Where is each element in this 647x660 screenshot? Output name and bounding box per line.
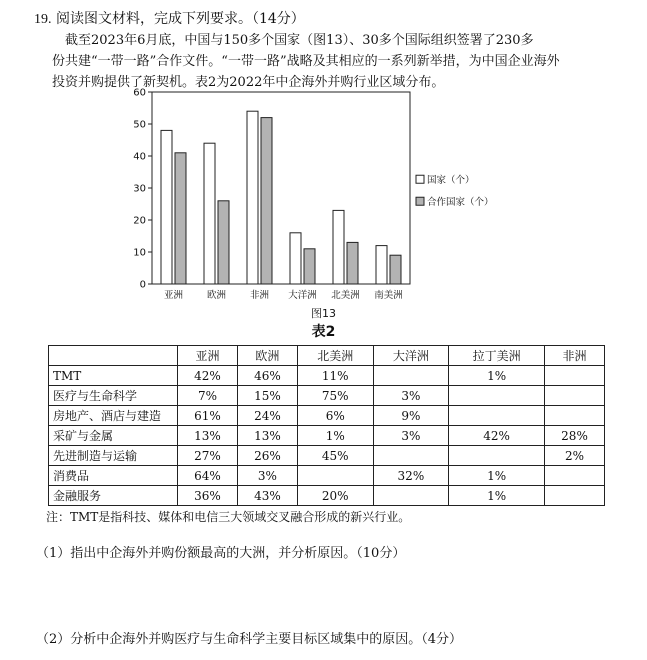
header-cell: 北美洲 xyxy=(297,346,373,366)
table-cell xyxy=(449,446,545,466)
table-row xyxy=(49,386,605,406)
table-cell xyxy=(373,486,449,506)
table-cell xyxy=(373,366,449,386)
table-cell: 45% xyxy=(297,446,373,466)
x-tick-label: 大洋洲 xyxy=(288,290,317,301)
table-cell xyxy=(545,366,605,386)
question-number: 19. xyxy=(34,12,52,27)
row-label: 消费品 xyxy=(49,466,178,486)
table-cell xyxy=(545,486,605,506)
bar-countries xyxy=(204,143,215,284)
table-cell: 26% xyxy=(237,446,297,466)
bar-partner-countries xyxy=(218,201,229,284)
subquestion-2: （2）分析中企海外并购医疗与生命科学主要目标区域集中的原因。（4分） xyxy=(36,632,463,647)
bar-partner-countries xyxy=(261,118,272,284)
bar-partner-countries xyxy=(175,153,186,284)
table-cell: 6% xyxy=(297,406,373,426)
table-row xyxy=(49,366,605,386)
y-tick-label: 60 xyxy=(133,87,146,99)
table-cell: 42% xyxy=(449,426,545,446)
row-label: 金融服务 xyxy=(49,486,178,506)
table-row xyxy=(49,466,605,486)
table-row xyxy=(49,406,605,426)
subquestion-1: （1）指出中企海外并购份额最高的大洲，并分析原因。（10分） xyxy=(36,546,406,561)
table-cell: 3% xyxy=(373,386,449,406)
bar-countries xyxy=(247,111,258,284)
y-tick-label: 10 xyxy=(133,247,146,259)
bar-partner-countries xyxy=(390,255,401,284)
y-tick-label: 30 xyxy=(133,183,146,195)
intro-line-3: 投资并购提供了新契机。表2为2022年中企海外并购行业区域分布。 xyxy=(52,75,445,90)
table-row xyxy=(49,486,605,506)
table-cell: 46% xyxy=(237,366,297,386)
row-label: TMT xyxy=(49,366,178,386)
table-cell: 20% xyxy=(297,486,373,506)
table-cell: 7% xyxy=(178,386,238,406)
figure-caption: 图13 xyxy=(311,307,336,320)
bar-partner-countries xyxy=(347,242,358,284)
y-tick-label: 40 xyxy=(133,151,146,163)
table-cell: 1% xyxy=(449,366,545,386)
table-cell: 1% xyxy=(449,466,545,486)
table-cell: 27% xyxy=(178,446,238,466)
table-cell: 1% xyxy=(297,426,373,446)
table-cell: 13% xyxy=(178,426,238,446)
table-cell: 42% xyxy=(178,366,238,386)
table-cell: 2% xyxy=(545,446,605,466)
row-label: 采矿与金属 xyxy=(49,426,178,446)
table-note: 注：TMT是指科技、媒体和电信三大领域交叉融合形成的新兴行业。 xyxy=(46,510,411,524)
data-table xyxy=(48,345,605,506)
table-cell: 32% xyxy=(373,466,449,486)
table-cell xyxy=(297,466,373,486)
bar-partner-countries xyxy=(304,249,315,284)
bar-countries xyxy=(333,210,344,284)
question-header xyxy=(34,8,305,28)
table-cell: 43% xyxy=(237,486,297,506)
table-cell: 75% xyxy=(297,386,373,406)
y-tick-label: 0 xyxy=(139,279,146,291)
table-cell: 64% xyxy=(178,466,238,486)
row-label: 先进制造与运输 xyxy=(49,446,178,466)
intro-line-1: 截至2023年6月底，中国与150多个国家（图13）、30多个国际组织签署了230多 xyxy=(65,33,534,48)
y-tick-label: 50 xyxy=(133,119,146,131)
x-tick-label: 非洲 xyxy=(249,290,270,301)
intro-line-2: 份共建“一带一路”合作文件。“一带一路”战略及其相应的一系列新举措，为中国企业海外 xyxy=(52,54,560,69)
header-cell xyxy=(49,346,178,366)
x-tick-label: 欧洲 xyxy=(206,290,227,301)
table-header-row xyxy=(49,346,605,366)
row-label: 房地产、酒店与建造 xyxy=(49,406,178,426)
table-cell: 11% xyxy=(297,366,373,386)
bar-chart xyxy=(120,86,540,308)
x-tick-label: 亚洲 xyxy=(163,290,184,301)
legend-label: 合作国家（个） xyxy=(427,197,494,209)
y-tick-label: 20 xyxy=(133,215,146,227)
table-cell: 13% xyxy=(237,426,297,446)
table-cell xyxy=(373,446,449,466)
table-cell: 28% xyxy=(545,426,605,446)
legend-label: 国家（个） xyxy=(427,175,475,187)
bar-countries xyxy=(376,246,387,284)
intro-text xyxy=(52,30,612,93)
plot-frame xyxy=(152,92,410,284)
table-cell: 15% xyxy=(237,386,297,406)
table-cell xyxy=(449,386,545,406)
table-cell xyxy=(545,466,605,486)
table-cell: 9% xyxy=(373,406,449,426)
header-cell: 亚洲 xyxy=(178,346,238,366)
table-cell: 1% xyxy=(449,486,545,506)
row-label: 医疗与生命科学 xyxy=(49,386,178,406)
table-row xyxy=(49,426,605,446)
bar-countries xyxy=(290,233,301,284)
table-cell: 61% xyxy=(178,406,238,426)
table-cell xyxy=(449,406,545,426)
header-cell: 非洲 xyxy=(545,346,605,366)
header-cell: 拉丁美洲 xyxy=(449,346,545,366)
table-cell xyxy=(545,406,605,426)
table-cell: 3% xyxy=(237,466,297,486)
x-tick-label: 北美洲 xyxy=(331,290,360,301)
header-cell: 欧洲 xyxy=(237,346,297,366)
table-cell xyxy=(545,386,605,406)
table-cell: 24% xyxy=(237,406,297,426)
table-caption: 表2 xyxy=(311,324,336,340)
legend-swatch xyxy=(416,175,424,183)
header-cell: 大洋洲 xyxy=(373,346,449,366)
table-cell: 36% xyxy=(178,486,238,506)
question-title: 阅读图文材料，完成下列要求。（14分） xyxy=(55,11,305,27)
x-tick-label: 南美洲 xyxy=(374,290,403,301)
legend-swatch xyxy=(416,197,424,205)
table-row xyxy=(49,446,605,466)
table-cell: 3% xyxy=(373,426,449,446)
bar-countries xyxy=(161,130,172,284)
